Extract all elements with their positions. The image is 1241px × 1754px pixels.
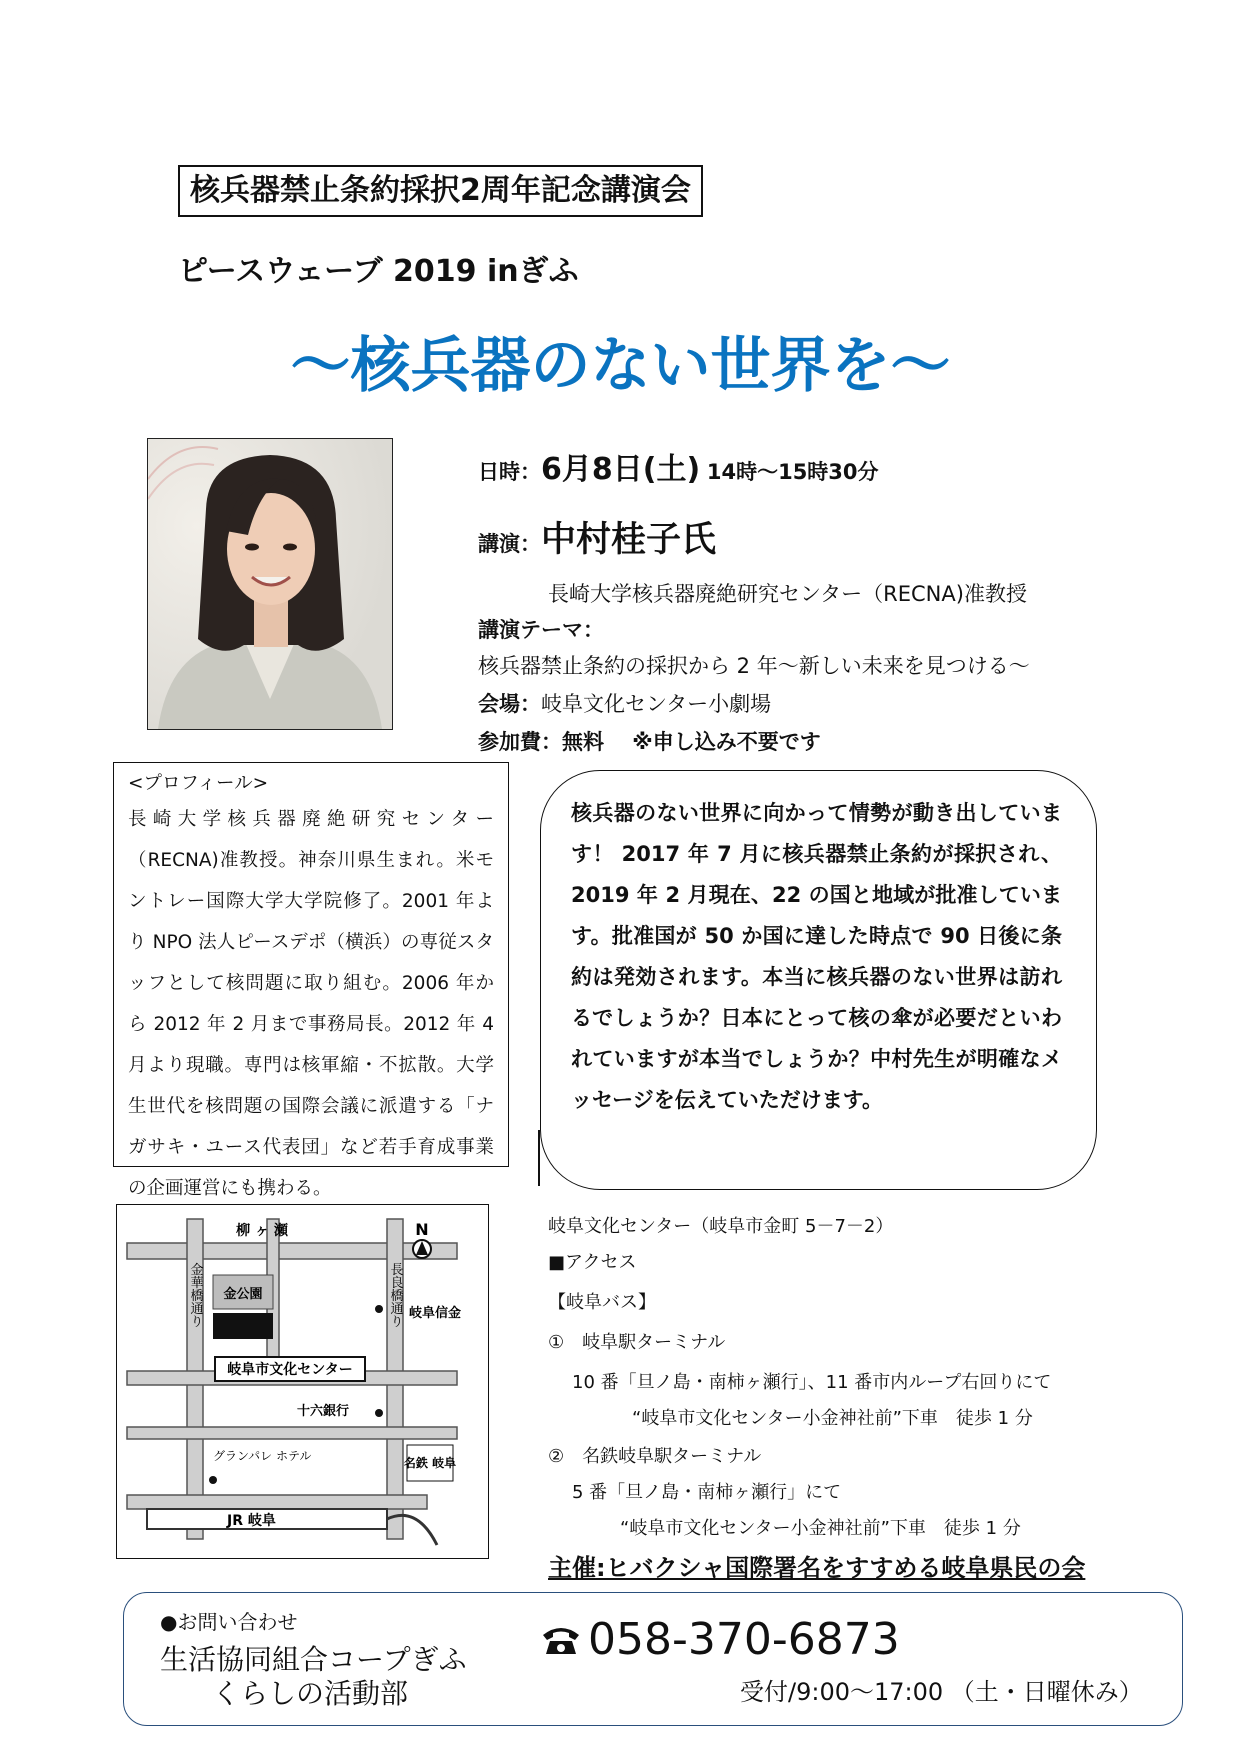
organizer: 主催:ヒバクシャ国際署名をすすめる岐阜県民の会 — [548, 1554, 1086, 1582]
map-meitetsu: 名鉄 岐阜 — [403, 1456, 457, 1470]
center-block — [213, 1313, 273, 1339]
event-date-line — [478, 444, 879, 488]
message-text: 核兵器のない世界に向かって情勢が動き出しています！ 2017 年 7 月に核兵器禁止条約が採択され、2019 年 2 月現在、22 の国と地域が批准しています。批准国が 50 か国に達した時点で 90 日後に条約は発効されます。本当に核兵器のない世界は訪れるでしょうか？日本にとって核の傘が必要だといわれていますが本当でしょうか？中村先生が明確なメッセージを伝えていただけます。 — [571, 801, 1062, 1112]
profile-body: 長崎大学核兵器廃絶研究センター（RECNA)准教授。神奈川県生まれ。米モントレー国際大学大学院修了。2001 年より NPO 法人ピースデポ（横浜）の専従スタッフとして核問題に取り組む。2006 年から 2012 年 2 月まで事務局長。2012 年 4 月より現職。専門は核軍縮・不拡散。大学生世代を核問題の国際会議に派遣する「ナガサキ・ユース代表団」など若手育成事業の企画運営にも携わる。 — [128, 809, 494, 1199]
message-bubble — [540, 770, 1097, 1190]
route2-title: ② 名鉄岐阜駅ターミナル — [548, 1446, 762, 1467]
map-jr: JR 岐阜 — [227, 1513, 276, 1529]
route1-line: 10 番「旦ノ島・南柿ヶ瀬行」、11 番市内ループ右回りにて — [572, 1372, 1052, 1393]
event-subtitle: ピースウェーブ 2019 inぎふ — [178, 254, 579, 289]
road-lower-h — [127, 1427, 457, 1439]
speaker-affiliation: 長崎大学核兵器廃絶研究センター（RECNA)准教授 — [548, 582, 1027, 606]
map-street-top: 柳 ヶ 瀬 — [236, 1223, 288, 1239]
speaker-label: 講演： — [478, 532, 541, 556]
fee-label: 参加費： — [478, 730, 562, 754]
event-time: 14時～15時30分 — [706, 460, 879, 484]
access-heading: ■アクセス — [548, 1252, 637, 1273]
map-hotel: グランパレ ホテル — [213, 1449, 312, 1463]
road-bottom — [127, 1495, 427, 1509]
route2-stop: “岐阜市文化センター小金神社前”下車 徒歩 1 分 — [620, 1518, 1021, 1539]
bubble-tail — [538, 1130, 540, 1186]
theme-label: 講演テーマ： — [478, 618, 604, 642]
contact-org: 生活協同組合コープぎふ — [160, 1643, 467, 1676]
venue-value: 岐阜文化センター小劇場 — [541, 692, 772, 716]
map-bank-gifu: 岐阜信金 — [409, 1306, 462, 1321]
map-center-label: 岐阜市文化センター — [227, 1362, 353, 1378]
venue-label: 会場： — [478, 692, 541, 716]
date-label: 日時： — [478, 460, 541, 484]
telephone-icon — [540, 1623, 582, 1657]
map-north-label: N — [415, 1220, 429, 1239]
fee-value: 無料 ※申し込み不要です — [562, 730, 821, 754]
speaker-name: 中村桂子氏 — [541, 520, 717, 560]
access-venue: 岐阜文化センター（岐阜市金町 5－7－2） — [548, 1216, 894, 1237]
access-map — [116, 1204, 489, 1559]
portrait-illustration — [148, 439, 392, 729]
contact-hours: 受付/9:00～17:00 （土・日曜休み） — [740, 1678, 1143, 1706]
profile-box — [113, 762, 509, 1199]
contact-label: ●お問い合わせ — [160, 1610, 298, 1634]
road-top — [127, 1243, 457, 1259]
map-park-label: 金公園 — [223, 1287, 263, 1302]
headline: ～核兵器のない世界を～ — [290, 331, 951, 401]
fee-line — [478, 726, 821, 756]
bus-heading: 【岐阜バス】 — [548, 1292, 656, 1313]
event-title: 核兵器禁止条約採択2周年記念講演会 — [178, 165, 703, 217]
route2-line: 5 番「旦ノ島・南柿ヶ瀬行」にて — [572, 1482, 842, 1503]
map-drawing — [117, 1205, 488, 1558]
contact-phone: 058-370-6873 — [588, 1614, 900, 1665]
route1-title: ① 岐阜駅ターミナル — [548, 1332, 726, 1353]
speaker-photo — [147, 438, 393, 730]
route1-stop: “岐阜市文化センター小金神社前”下車 徒歩 1 分 — [632, 1408, 1033, 1429]
event-date: 6月8日(土) — [541, 452, 701, 487]
map-street-left: 金華橋通り — [187, 1262, 203, 1328]
contact-phone-line — [540, 1614, 900, 1665]
map-bank-16: 十六銀行 — [297, 1404, 350, 1419]
map-street-right: 長良橋通り — [387, 1262, 403, 1328]
venue-line — [478, 688, 771, 718]
profile-heading: <プロフィール> — [128, 773, 269, 794]
theme-value: 核兵器禁止条約の採択から 2 年～新しい未来を見つける～ — [478, 654, 1030, 678]
contact-dept: くらしの活動部 — [212, 1677, 409, 1710]
speaker-line — [478, 512, 716, 562]
